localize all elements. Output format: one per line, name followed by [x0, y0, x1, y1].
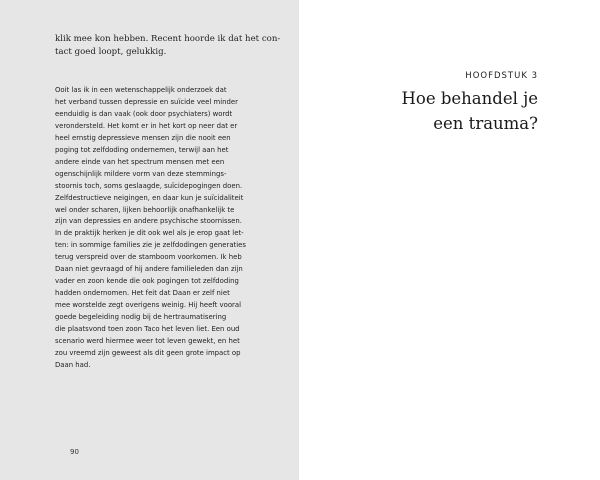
body-line: Ooit las ik in een wetenschappelijk onderzoek dat	[55, 86, 227, 94]
chapter-title	[298, 86, 538, 136]
body-line: hadden ondernomen. Het feit dat Daan er zelf niet	[55, 289, 230, 298]
body-line: ogenschijnlijk mildere vorm van deze stemmings-	[55, 169, 227, 178]
body-line: verondersteld. Het komt er in het kort op neer dat er	[55, 121, 238, 130]
body-line: andere einde van het spectrum mensen met een	[55, 157, 225, 166]
body-line: scenario werd hiermee weer tot leven gewekt, en het	[55, 337, 240, 346]
body-line: zou vreemd zijn geweest als dit geen grote impact op	[55, 348, 241, 357]
body-line: het verband tussen depressie en suïcide veel minder	[55, 97, 238, 106]
body-line: Zelfdestructieve neigingen, en daar kun je suïcidaliteit	[55, 193, 244, 202]
body-line: eenduidig is dan vaak (ook door psychiaters) wordt	[55, 109, 233, 118]
body-line: stoornis toch, soms geslaagde, suïcidepogingen doen.	[55, 181, 243, 190]
chapter-title-line: een trauma?	[433, 114, 538, 133]
body-line: mee worstelde zegt overigens weinig. Hij heeft vooral	[55, 301, 242, 310]
page-number: 90	[70, 448, 79, 456]
body-line: wel onder scharen, lijken behoorlijk onafhankelijk te	[55, 205, 235, 214]
intro-paragraph	[55, 33, 281, 59]
body-line: die plaatsvond toen zoon Taco het leven liet. Een oud	[55, 325, 240, 334]
body-line: goede begeleiding nodig bij de hertraumatisering	[55, 313, 227, 322]
chapter-title-line: Hoe behandel je	[401, 89, 538, 108]
body-line: In de praktijk herken je dit ook wel als je erop gaat let-	[55, 229, 244, 238]
body-line: terug verspreid over de stamboom voorkomen. Ik heb	[55, 253, 242, 262]
chapter-label: HOOFDSTUK 3	[465, 71, 538, 81]
body-line: zijn van depressies en andere psychische stoornissen.	[55, 217, 242, 226]
intro-line: klik mee kon hebben. Recent hoorde ik dat het con-	[55, 34, 281, 44]
body-line: Daan had.	[55, 360, 91, 369]
body-line: vader en zoon kende die ook pogingen tot zelfdoding	[55, 277, 239, 286]
body-line: poging tot zelfdoding ondernemen, terwijl aan het	[55, 145, 229, 154]
body-line: ten: in sommige families zie je zelfdodingen generaties	[55, 241, 247, 250]
body-paragraph	[55, 85, 255, 372]
intro-line: tact goed loopt, gelukkig.	[55, 47, 167, 57]
right-page	[299, 0, 600, 480]
body-line: Daan niet gevraagd of hij andere familieleden dan zijn	[55, 265, 243, 274]
left-page	[0, 0, 299, 480]
body-line: heel ernstig depressieve mensen zijn die nooit een	[55, 133, 231, 142]
